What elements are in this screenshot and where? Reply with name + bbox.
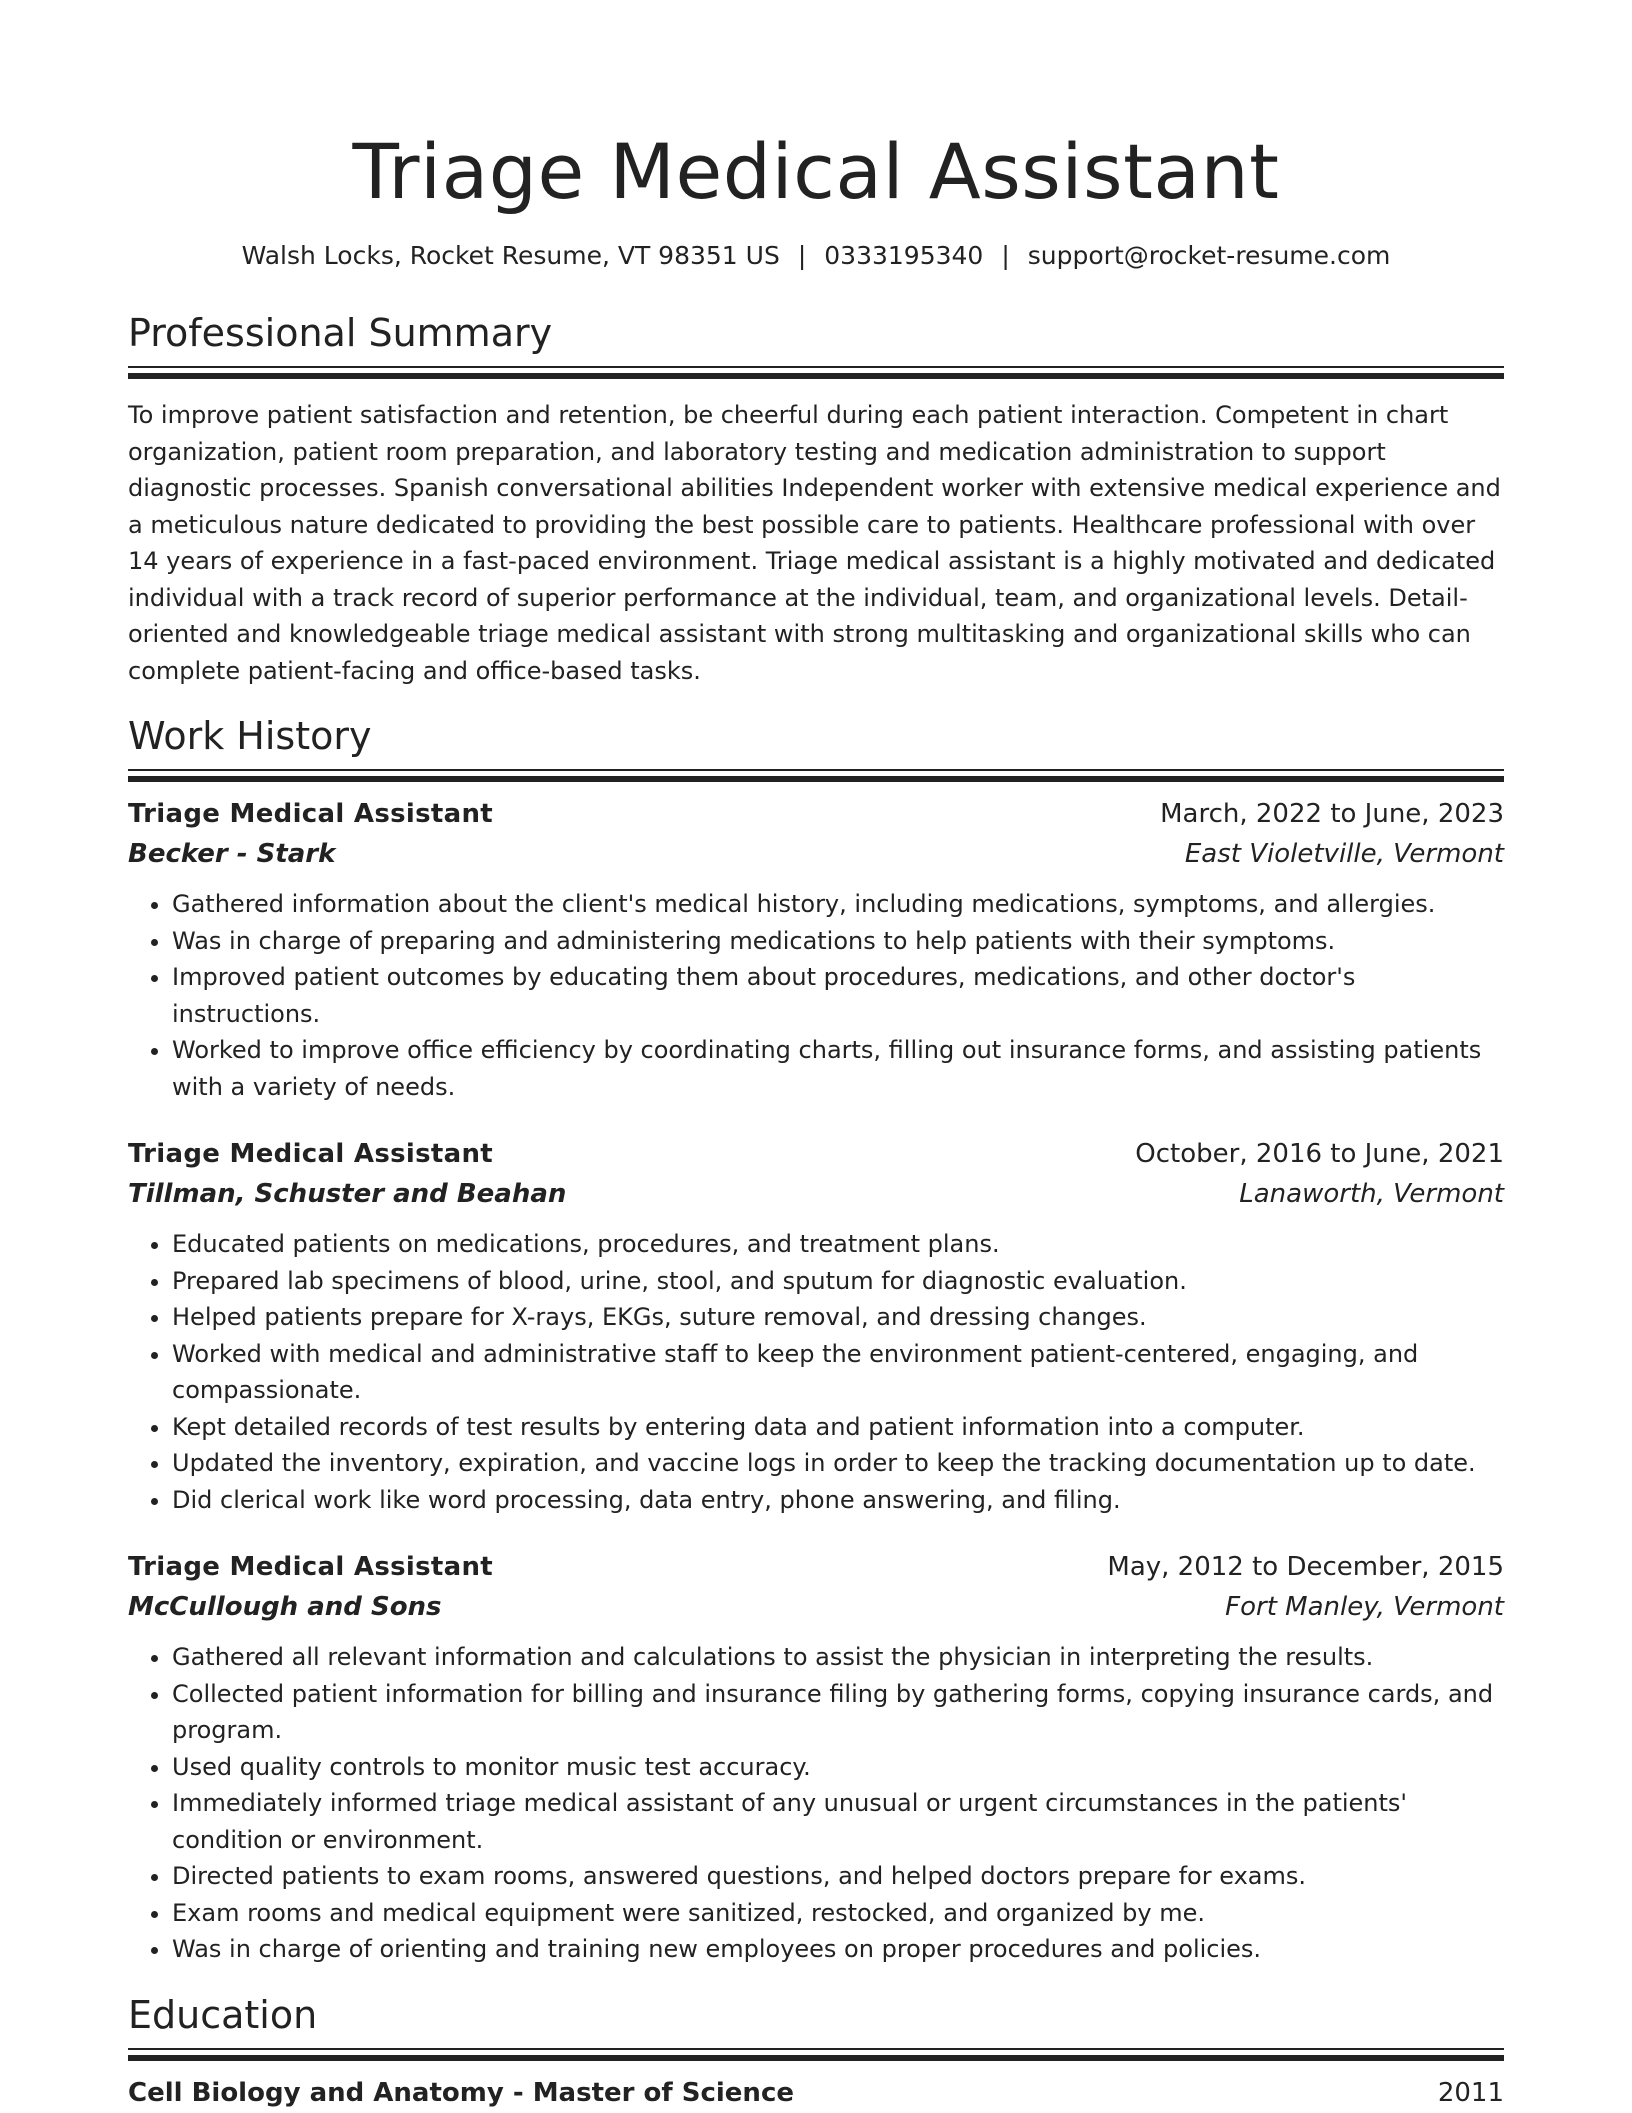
section-title: Professional Summary: [128, 311, 553, 355]
contact-address: Walsh Locks, Rocket Resume, VT 98351 US: [241, 241, 780, 270]
section-divider: [128, 366, 1504, 373]
job-bullets: [128, 1639, 1504, 1968]
list-item: • Exam rooms and medical equipment were sanitized, restocked, and organized by me.: [172, 1895, 1504, 1932]
job-subheader: [128, 1587, 1504, 1627]
resume-header: [128, 122, 1504, 274]
job-subheader: [128, 834, 1504, 874]
job-location: Lanaworth, Vermont: [1239, 1179, 1504, 1209]
contact-phone: 0333195340: [824, 241, 984, 270]
job-header: [128, 1547, 1504, 1587]
job-entry: [128, 794, 1504, 1105]
section-title: Education: [128, 1992, 318, 2037]
education-year: 2011: [1437, 2077, 1504, 2108]
job-title: Triage Medical Assistant: [128, 1552, 493, 1582]
list-item: • Prepared lab specimens of blood, urine, stool, and sputum for diagnostic evaluation.: [172, 1263, 1504, 1300]
professional-summary-section: [128, 308, 1504, 689]
work-history-section: [128, 711, 1504, 1968]
section-divider: [128, 2048, 1504, 2055]
job-header: [128, 1134, 1504, 1174]
list-item: • Was in charge of orienting and training new employees on proper procedures and policies.: [172, 1931, 1504, 1968]
job-dates: May, 2012 to December, 2015: [1107, 1552, 1504, 1582]
job-location: East Violetville, Vermont: [1184, 839, 1504, 869]
list-item: • Gathered all relevant information and calculations to assist the physician in interpreting the results.: [172, 1639, 1504, 1676]
list-item: • Kept detailed records of test results by entering data and patient information into a computer.: [172, 1409, 1504, 1446]
job-company: Becker - Stark: [128, 839, 336, 869]
job-dates: March, 2022 to June, 2023: [1160, 799, 1504, 829]
education-degree: Cell Biology and Anatomy - Master of Science: [128, 2077, 794, 2108]
list-item: • Worked to improve office efficiency by coordinating charts, filling out insurance forms, and assisting patients with a variety of needs.: [172, 1032, 1504, 1105]
list-item: • Did clerical work like word processing, data entry, phone answering, and filing.: [172, 1482, 1504, 1519]
job-title: Triage Medical Assistant: [128, 799, 493, 829]
job-subheader: [128, 1174, 1504, 1214]
job-entry: [128, 1547, 1504, 1968]
contact-line: [128, 238, 1504, 274]
contact-separator: |: [797, 241, 807, 270]
job-location: Fort Manley, Vermont: [1225, 1592, 1504, 1622]
list-item: • Educated patients on medications, procedures, and treatment plans.: [172, 1226, 1504, 1263]
section-title: Work History: [128, 714, 372, 758]
job-bullets: [128, 886, 1504, 1105]
contact-separator: |: [1001, 241, 1010, 270]
list-item: • Gathered information about the client's medical history, including medications, symptoms, and allergies.: [172, 886, 1504, 923]
list-item: • Directed patients to exam rooms, answered questions, and helped doctors prepare for exams.: [172, 1858, 1504, 1895]
list-item: • Updated the inventory, expiration, and vaccine logs in order to keep the tracking documentation up to date.: [172, 1445, 1504, 1482]
list-item: • Immediately informed triage medical assistant of any unusual or urgent circumstances in the patients' condition or environment.: [172, 1785, 1504, 1858]
list-item: • Improved patient outcomes by educating them about procedures, medications, and other doctor's instructions.: [172, 959, 1504, 1032]
job-dates: October, 2016 to June, 2021: [1135, 1139, 1504, 1169]
job-bullets: [128, 1226, 1504, 1518]
job-company: McCullough and Sons: [128, 1592, 442, 1622]
summary-text: To improve patient satisfaction and retention, be cheerful during each patient interaction. Competent in chart organization, patient room preparation, and laboratory testing and medication administration to support diagnostic processes. Spanish conversational abilities Independent worker with extensive medical experience and a meticulous nature dedicated to providing the best possible care to patients. Healthcare professional with over 14 years of experience in a fast-paced environment. Triage medical assistant is a highly motivated and dedicated individual with a track record of superior performance at the individual, team, and organizational levels. Detail-oriented and knowledgeable triage medical assistant with strong multitasking and organizational skills who can complete patient-facing and office-based tasks.: [128, 401, 1501, 685]
job-company: Tillman, Schuster and Beahan: [128, 1179, 567, 1209]
job-header: [128, 794, 1504, 834]
job-entry: [128, 1134, 1504, 1518]
list-item: • Was in charge of preparing and administering medications to help patients with their symptoms.: [172, 923, 1504, 960]
resume-page: [128, 0, 1504, 2113]
education-entry: [128, 2073, 1504, 2113]
section-divider: [128, 769, 1504, 776]
job-title: Triage Medical Assistant: [128, 1139, 493, 1169]
list-item: • Worked with medical and administrative staff to keep the environment patient-centered, engaging, and compassionate.: [172, 1336, 1504, 1409]
list-item: • Collected patient information for billing and insurance filing by gathering forms, copying insurance cards, and program.: [172, 1676, 1504, 1749]
contact-email: support@rocket-resume.com: [1027, 241, 1391, 270]
candidate-name: Triage Medical Assistant: [352, 127, 1280, 216]
list-item: • Helped patients prepare for X-rays, EKGs, suture removal, and dressing changes.: [172, 1299, 1504, 1336]
education-section: [128, 1990, 1504, 2113]
list-item: • Used quality controls to monitor music test accuracy.: [172, 1749, 1504, 1786]
